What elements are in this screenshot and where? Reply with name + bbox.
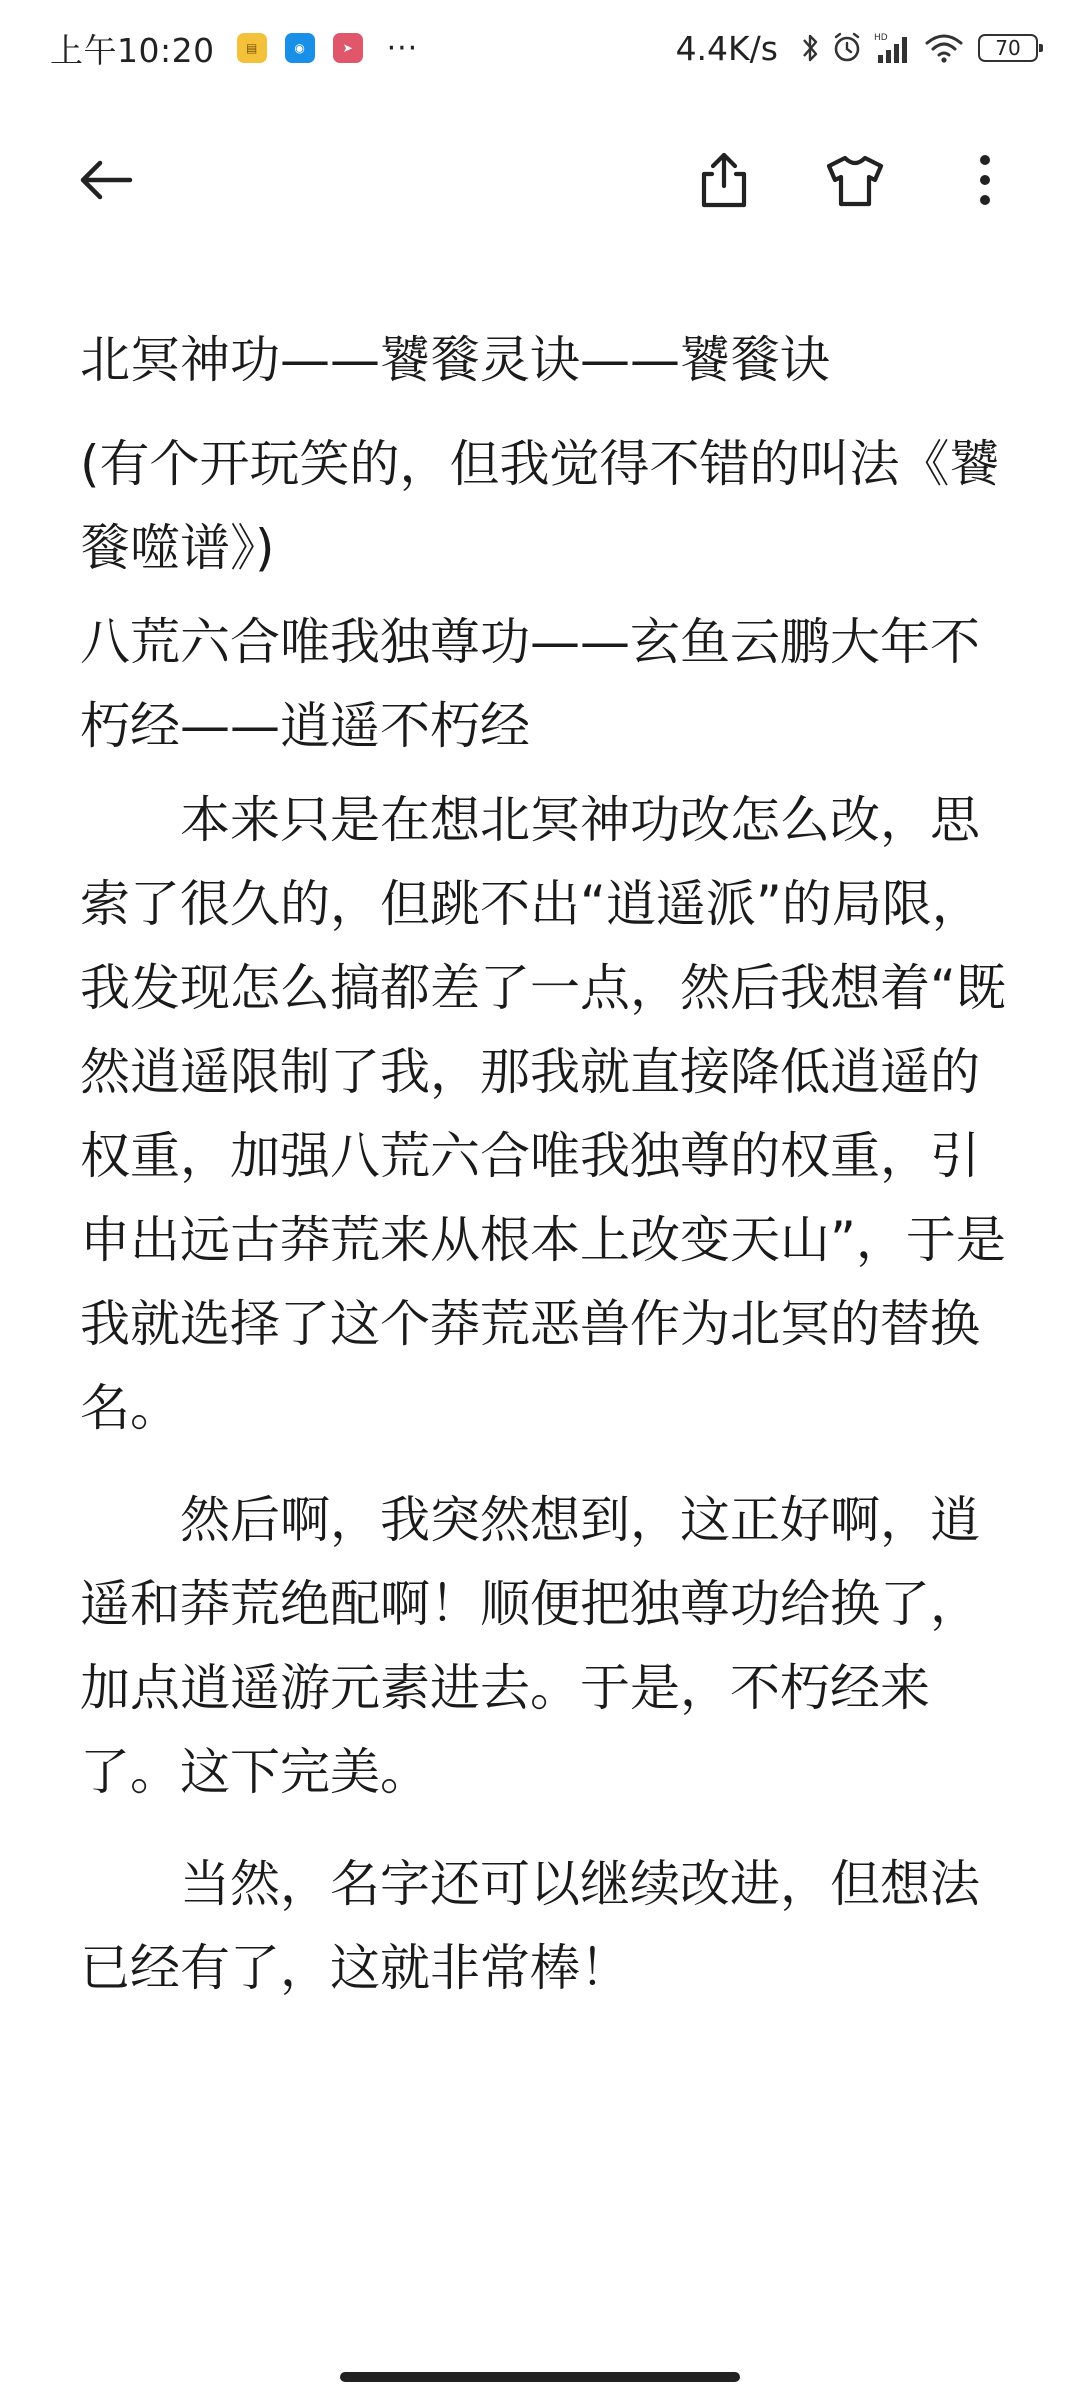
- bluetooth-icon: [800, 32, 820, 64]
- status-right: [676, 29, 1038, 68]
- signal-icon: [874, 31, 914, 65]
- article-note: (有个开玩笑的，但我觉得不错的叫法《饕餮噬谱》): [80, 435, 1000, 577]
- share-icon: [697, 150, 751, 210]
- status-time: 上午10:20: [50, 30, 215, 70]
- arrow-left-icon: [76, 155, 136, 205]
- back-button[interactable]: [56, 130, 156, 230]
- article-heading-2: 八荒六合唯我独尊功——玄鱼云鹏大年不朽经——逍遥不朽经: [80, 613, 980, 755]
- share-button[interactable]: [674, 130, 774, 230]
- wifi-icon: [924, 32, 964, 64]
- network-speed: 4.4K/s: [675, 28, 778, 68]
- tshirt-icon: [824, 152, 886, 208]
- svg-text:HD: HD: [874, 33, 888, 43]
- article-heading-1: 北冥神功——饕餮灵诀——饕餮诀: [80, 331, 830, 389]
- more-vertical-icon: [975, 152, 995, 208]
- battery-level: 70: [995, 36, 1021, 60]
- yellow-app-icon: ▤: [237, 33, 267, 63]
- blue-app-icon: ◉: [285, 33, 315, 63]
- status-left: [50, 25, 418, 72]
- article-paragraph-2: 然后啊，我突然想到，这正好啊，逍遥和莽荒绝配啊！顺便把独尊功给换了，加点逍遥游元素进去。于是，不朽经来了。这下完美。: [80, 1491, 980, 1801]
- article-paragraph-3: 当然，名字还可以继续改进，但想法已经有了，这就非常棒！: [80, 1855, 980, 1997]
- status-bar: [0, 0, 1080, 96]
- red-app-icon: ➤: [333, 33, 363, 63]
- article-paragraph-1: 本来只是在想北冥神功改怎么改，思索了很久的，但跳不出“逍遥派”的局限，我发现怎么搞都差了一点，然后我想着“既然逍遥限制了我，那我就直接降低逍遥的权重，加强八荒六合唯我独尊的权重，引申出远古莽荒来从根本上改变天山”，于是我就选择了这个莽荒恶兽作为北冥的替换名。: [80, 791, 1006, 1437]
- more-button[interactable]: [935, 130, 1035, 230]
- home-indicator[interactable]: [340, 2372, 740, 2382]
- status-more-icon: ···: [386, 30, 419, 66]
- top-toolbar: [0, 130, 1080, 230]
- battery-icon: [978, 34, 1038, 62]
- theme-button[interactable]: [805, 130, 905, 230]
- article-content: [80, 318, 1010, 2038]
- alarm-icon: [830, 31, 864, 65]
